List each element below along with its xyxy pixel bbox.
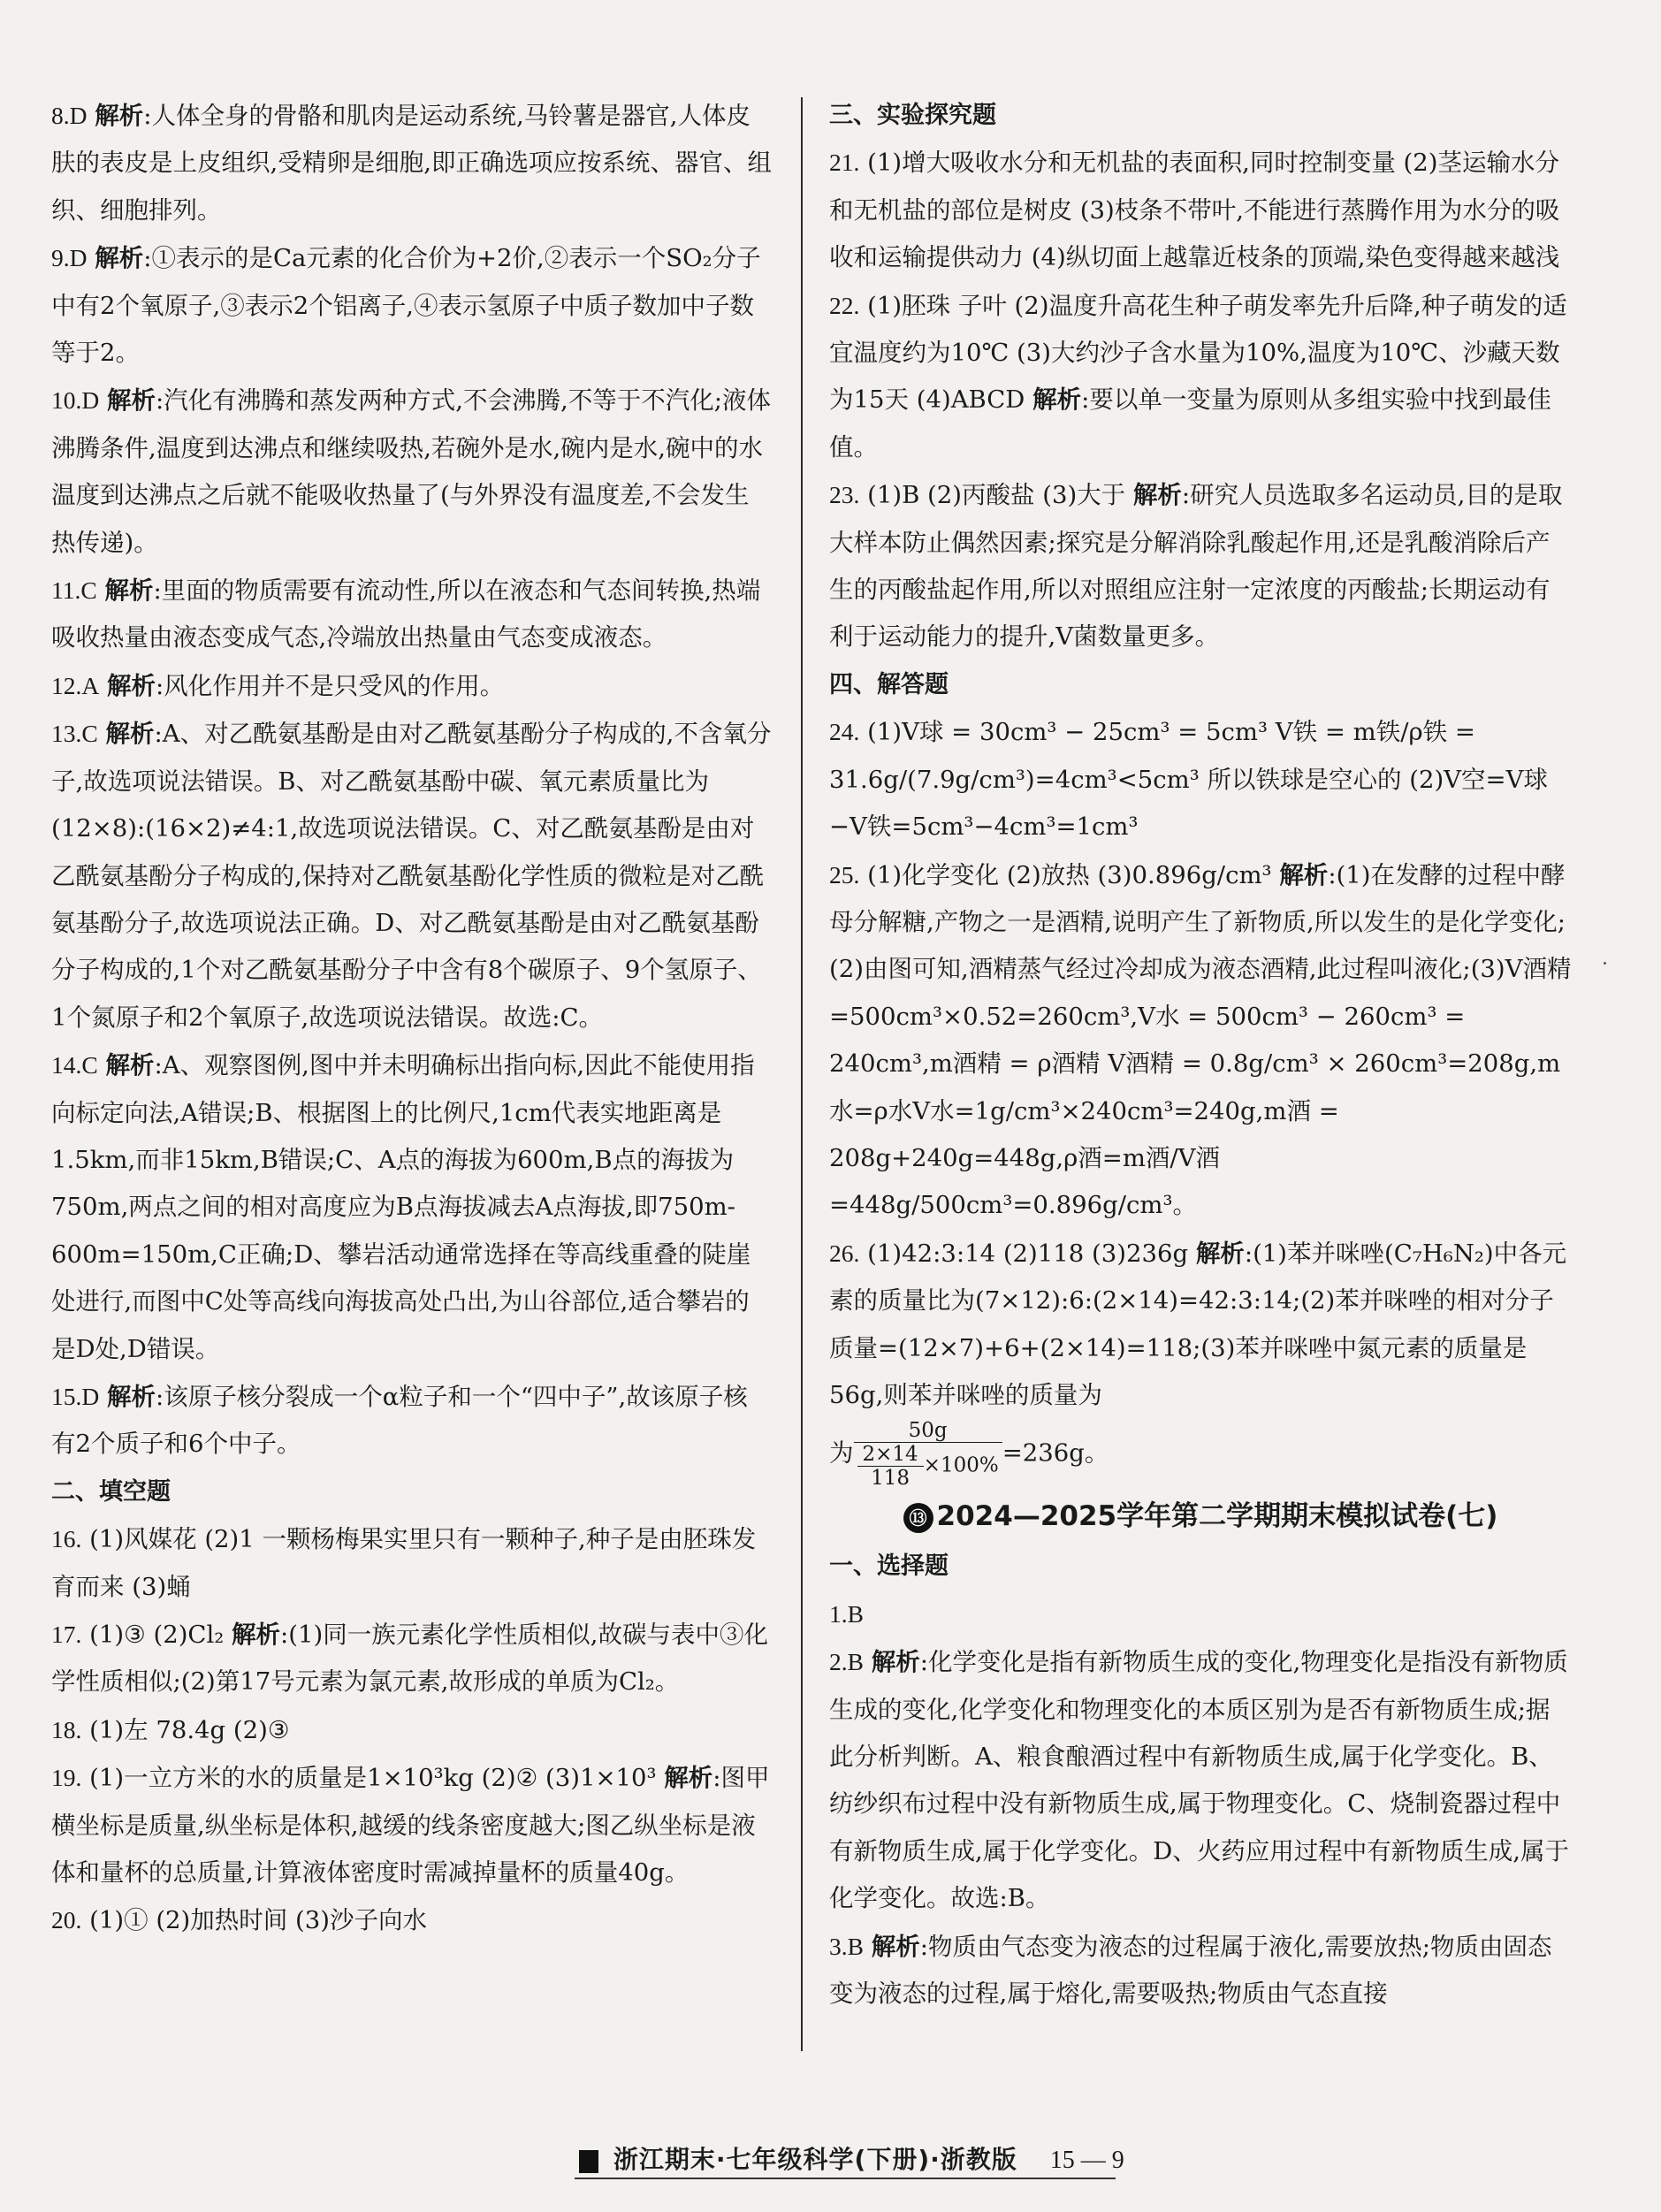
answer-item <box>829 851 1572 1230</box>
answer-text: :图甲横坐标是质量,纵坐标是体积,越缓的线条密度越大;图乙纵坐标是液体和量杯的总质量,计算液体密度时需减掉量杯的质量40g。 <box>51 1764 770 1888</box>
answer-key: (1)化学变化 (2)放热 (3)0.896g/cm³ <box>867 860 1280 889</box>
answer-number: 21. <box>829 149 860 177</box>
answer-text: :(1)同一族元素化学性质相似,故碳与表中③化学性质相似;(2)第17号元素为氯元素,故形成的单质为Cl₂。 <box>51 1621 768 1697</box>
answer-number: 8.D <box>51 102 88 129</box>
footer-rule <box>575 2178 1116 2179</box>
analysis-label: 解析 <box>105 1051 155 1080</box>
answer-number: 1.B <box>829 1599 864 1628</box>
scan-speck <box>1604 962 1606 965</box>
answer-item <box>51 1754 772 1896</box>
analysis-label: 解析 <box>95 102 144 130</box>
answer-text: :人体全身的骨骼和肌肉是运动系统,马铃薯是器官,人体皮肤的表皮是上皮组织,受精卵是细胞,即正确选项应按系统、器官、组织、细胞排列。 <box>51 102 772 225</box>
answer-text: :化学变化是指有新物质生成的变化,物理变化是指没有新物质生成的变化,化学变化和物理变化的本质区别为是否有新物质生成;据此分析判断。A、粮食酿酒过程中有新物质生成,属于化学变化。B、纺纱织布过程中没有新物质生成,属于物理变化。C、烧制瓷器过程中有新物质生成,属于化学变化。D、火药应用过程中有新物质生成,属于化学变化。故选:B。 <box>829 1648 1570 1913</box>
answer-key: (1)B (2)丙酸盐 (3)大于 <box>867 481 1133 510</box>
answer-item <box>51 1611 772 1706</box>
section-heading: 三、实验探究题 <box>829 102 996 129</box>
answer-text: :研究人员选取多名运动员,目的是取大样本防止偶然因素;探究是分解消除乳酸起作用,还是乳酸消除后产生的丙酸盐起作用,所以对照组应注射一定浓度的丙酸盐;长期运动有利于运动能力的提升,V菌数量更多。 <box>829 481 1563 652</box>
formula-result: =236g。 <box>1002 1438 1109 1468</box>
answer-number: 14.C <box>51 1051 98 1079</box>
answer-number: 15.D <box>51 1382 100 1410</box>
answer-item <box>51 662 772 710</box>
inner-denominator: 118 <box>871 1467 911 1491</box>
analysis-label: 解析 <box>871 1648 920 1677</box>
answer-item <box>829 1923 1572 2018</box>
section-heading: 一、选择题 <box>829 1552 949 1581</box>
analysis-label: 解析 <box>105 720 155 749</box>
inner-numerator: 2×14 <box>857 1443 924 1467</box>
answer-item <box>51 1896 772 1944</box>
answer-text: (1)V球 = 30cm³ − 25cm³ = 5cm³ V铁 = m铁/ρ铁 = 31.6g/(7.9g/cm³)=4cm³<5cm³ 所以铁球是空心的 (2)V空=V球 −V铁=5cm³−4cm³=1cm³ <box>829 718 1548 842</box>
answer-number: 24. <box>829 718 860 746</box>
answer-text: :要以单一变量为原则从多组实验中找到最佳值。 <box>829 385 1551 461</box>
answer-number: 17. <box>51 1621 82 1648</box>
answer-number: 10.D <box>51 386 100 415</box>
answer-number: 25. <box>829 860 860 889</box>
answer-number: 22. <box>829 291 860 319</box>
answer-text: :A、观察图例,图中并未明确标出指向标,因此不能使用指向标定向法,A错误;B、根据图上的比例尺,1cm代表实地距离是1.5km,而非15km,B错误;C、A点的海拔为600m,B点的海拔为750m,两点之间的相对高度应为B点海拔减去A点海拔,即750m-600m=150m,C正确;D、攀岩活动通常选择在等高线重叠的陡崖处进行,而图中C处等高线向海拔高处凸出,为山谷部位,适合攀岩的是D处,D错误。 <box>51 1051 755 1363</box>
answer-item <box>829 471 1572 661</box>
answer-key: (1)③ (2)Cl₂ <box>89 1621 232 1649</box>
answer-item <box>51 92 772 234</box>
answer-item <box>51 1515 772 1611</box>
answer-key: (1)一立方米的水的质量是1×10³kg (2)② (3)1×10³ <box>89 1764 665 1793</box>
percent-factor: ×100% <box>923 1453 999 1477</box>
analysis-label: 解析 <box>232 1621 281 1649</box>
answer-item <box>51 567 772 662</box>
analysis-label: 解析 <box>107 671 156 700</box>
formula-prefix: 为 <box>829 1438 854 1468</box>
paper-title-text: 2024—2025学年第二学期期末模拟试卷(七) <box>936 1500 1498 1533</box>
section-heading: 二、填空题 <box>51 1477 171 1506</box>
answer-item <box>51 234 772 377</box>
analysis-label: 解析 <box>104 576 154 606</box>
section-heading: 四、解答题 <box>829 670 949 698</box>
answer-number: 12.A <box>51 671 100 699</box>
answer-key: (1)胚珠 子叶 (2)温度升高花生种子萌发率先升后降,种子萌发的适宜温度约为10℃ (3)大约沙子含水量为10%,温度为10℃、沙藏天数为15天 (4)ABCD <box>829 291 1567 415</box>
answer-text: :A、对乙酰氨基酚是由对乙酰氨基酚分子构成的,不含氧分子,故选项说法错误。B、对乙酰氨基酚中碳、氧元素质量比为(12×8):(16×2)≠4:1,故选项说法错误。C、对乙酰氨基酚是由对乙酰氨基酚分子构成的,保持对乙酰氨基酚化学性质的微粒是对乙酰氨基酚分子,故选项说法正确。D、对乙酰氨基酚是由对乙酰氨基酚分子构成的,1个对乙酰氨基酚分子中含有8个碳原子、9个氢原子、1个氮原子和2个氧原子,故选项说法错误。故选:C。 <box>51 720 772 1032</box>
footer-square-icon <box>579 2150 598 2173</box>
footer-title: 浙江期末·七年级科学(下册)·浙教版 <box>613 2145 1017 2174</box>
answer-number: 9.D <box>51 244 88 272</box>
analysis-label: 解析 <box>1279 860 1329 889</box>
analysis-label: 解析 <box>107 386 156 416</box>
analysis-label: 解析 <box>95 244 144 273</box>
page-number: 15 — 9 <box>1049 2147 1124 2174</box>
answer-item <box>51 377 772 567</box>
analysis-label: 解析 <box>871 1932 920 1961</box>
answer-number: 23. <box>829 481 860 509</box>
answer-number: 3.B <box>829 1932 864 1960</box>
answer-text: (1)① (2)加热时间 (3)沙子向水 <box>89 1906 427 1935</box>
left-column <box>51 92 772 1945</box>
answer-item <box>829 708 1572 850</box>
answer-number: 16. <box>51 1525 82 1553</box>
answer-number: 26. <box>829 1239 860 1267</box>
answer-text: :汽化有沸腾和蒸发两种方式,不会沸腾,不等于不汽化;液体沸腾条件,温度到达沸点和继续吸热,若碗外是水,碗内是水,碗中的水温度到达沸点之后就不能吸收热量了(与外界没有温度差,不会发生热传递)。 <box>51 386 772 557</box>
answer-text: :(1)在发酵的过程中酵母分解糖,产物之一是酒精,说明产生了新物质,所以发生的是化学变化;(2)由图可知,酒精蒸气经过冷却成为液态酒精,此过程叫液化;(3)V酒精=500cm³×0.52=260cm³,V水 = 500cm³ − 260cm³ = 240cm³,m酒精 = ρ酒精 V酒精 = 0.8g/cm³ × 260cm³=208g,m水=ρ水V水=1g/cm³×240cm³=240g,m酒 = 208g+240g=448g,ρ酒=m酒/V酒=448g/500cm³=0.896g/cm³。 <box>829 860 1572 1220</box>
answer-item <box>829 282 1572 472</box>
answer-text: (1)增大吸收水分和无机盐的表面积,同时控制变量 (2)茎运输水分和无机盐的部位是树皮 (3)枝条不带叶,不能进行蒸腾作用为水分的吸收和运输提供动力 (4)纵切面上越靠近枝条的顶端,染色变得越来越浅 <box>829 149 1560 272</box>
column-divider <box>801 97 803 2051</box>
right-column <box>829 92 1572 2017</box>
fraction-formula <box>829 1419 1572 1490</box>
fraction-denominator <box>854 1443 1002 1490</box>
outer-fraction <box>854 1419 1002 1490</box>
answer-item <box>829 1638 1572 1922</box>
answer-number: 11.C <box>51 576 97 605</box>
answer-key: (1)42:3:14 (2)118 (3)236g <box>867 1239 1196 1268</box>
answer-text: :物质由气态变为液态的过程属于液化,需要放热;物质由固态变为液态的过程,属于熔化,需要吸热;物质由气态直接 <box>829 1932 1552 2009</box>
answer-number: 19. <box>51 1764 82 1792</box>
answer-number: 20. <box>51 1906 82 1934</box>
fraction-numerator: 50g <box>854 1419 1002 1443</box>
answer-item <box>51 1706 772 1754</box>
analysis-label: 解析 <box>1195 1239 1245 1268</box>
analysis-label: 解析 <box>664 1764 713 1793</box>
paper-title <box>829 1490 1572 1543</box>
analysis-label: 解析 <box>1132 481 1182 510</box>
answer-text: :里面的物质需要有流动性,所以在液态和气态间转换,热端吸收热量由液态变成气态,冷端放出热量由气态变成液态。 <box>51 576 761 652</box>
analysis-label: 解析 <box>107 1382 156 1411</box>
answer-item <box>829 1590 1572 1638</box>
answer-text: :(1)苯并咪唑(C₇H₆N₂)中各元素的质量比为(7×12):6:(2×14)=42:3:14;(2)苯并咪唑的相对分子质量=(12×7)+6+(2×14)=118;(3)苯并咪唑中氮元素的质量是56g,则苯并咪唑的质量为 <box>829 1239 1567 1409</box>
answer-number: 2.B <box>829 1648 864 1676</box>
answer-text: :风化作用并不是只受风的作用。 <box>156 671 505 700</box>
answer-text: (1)左 78.4g (2)③ <box>89 1715 290 1744</box>
answer-item <box>829 1230 1572 1420</box>
answer-number: 13.C <box>51 720 98 748</box>
answer-item <box>51 710 772 1041</box>
answer-number: 18. <box>51 1715 82 1743</box>
paper-number-badge: ⑬ <box>903 1503 933 1533</box>
answer-text: (1)风媒花 (2)1 一颗杨梅果实里只有一颗种子,种子是由胚珠发育而来 (3)蛹 <box>51 1525 757 1601</box>
answer-item <box>51 1373 772 1468</box>
answer-text: :该原子核分裂成一个α粒子和一个“四中子”,故该原子核有2个质子和6个中子。 <box>51 1382 748 1459</box>
answer-item <box>51 1041 772 1373</box>
inner-fraction <box>857 1443 924 1490</box>
answer-item <box>829 139 1572 281</box>
page-footer <box>579 2142 1124 2178</box>
answer-text: :①表示的是Ca元素的化合价为+2价,②表示一个SO₂分子中有2个氧原子,③表示2个铝离子,④表示氢原子中质子数加中子数等于2。 <box>51 244 761 368</box>
analysis-label: 解析 <box>1032 385 1082 415</box>
